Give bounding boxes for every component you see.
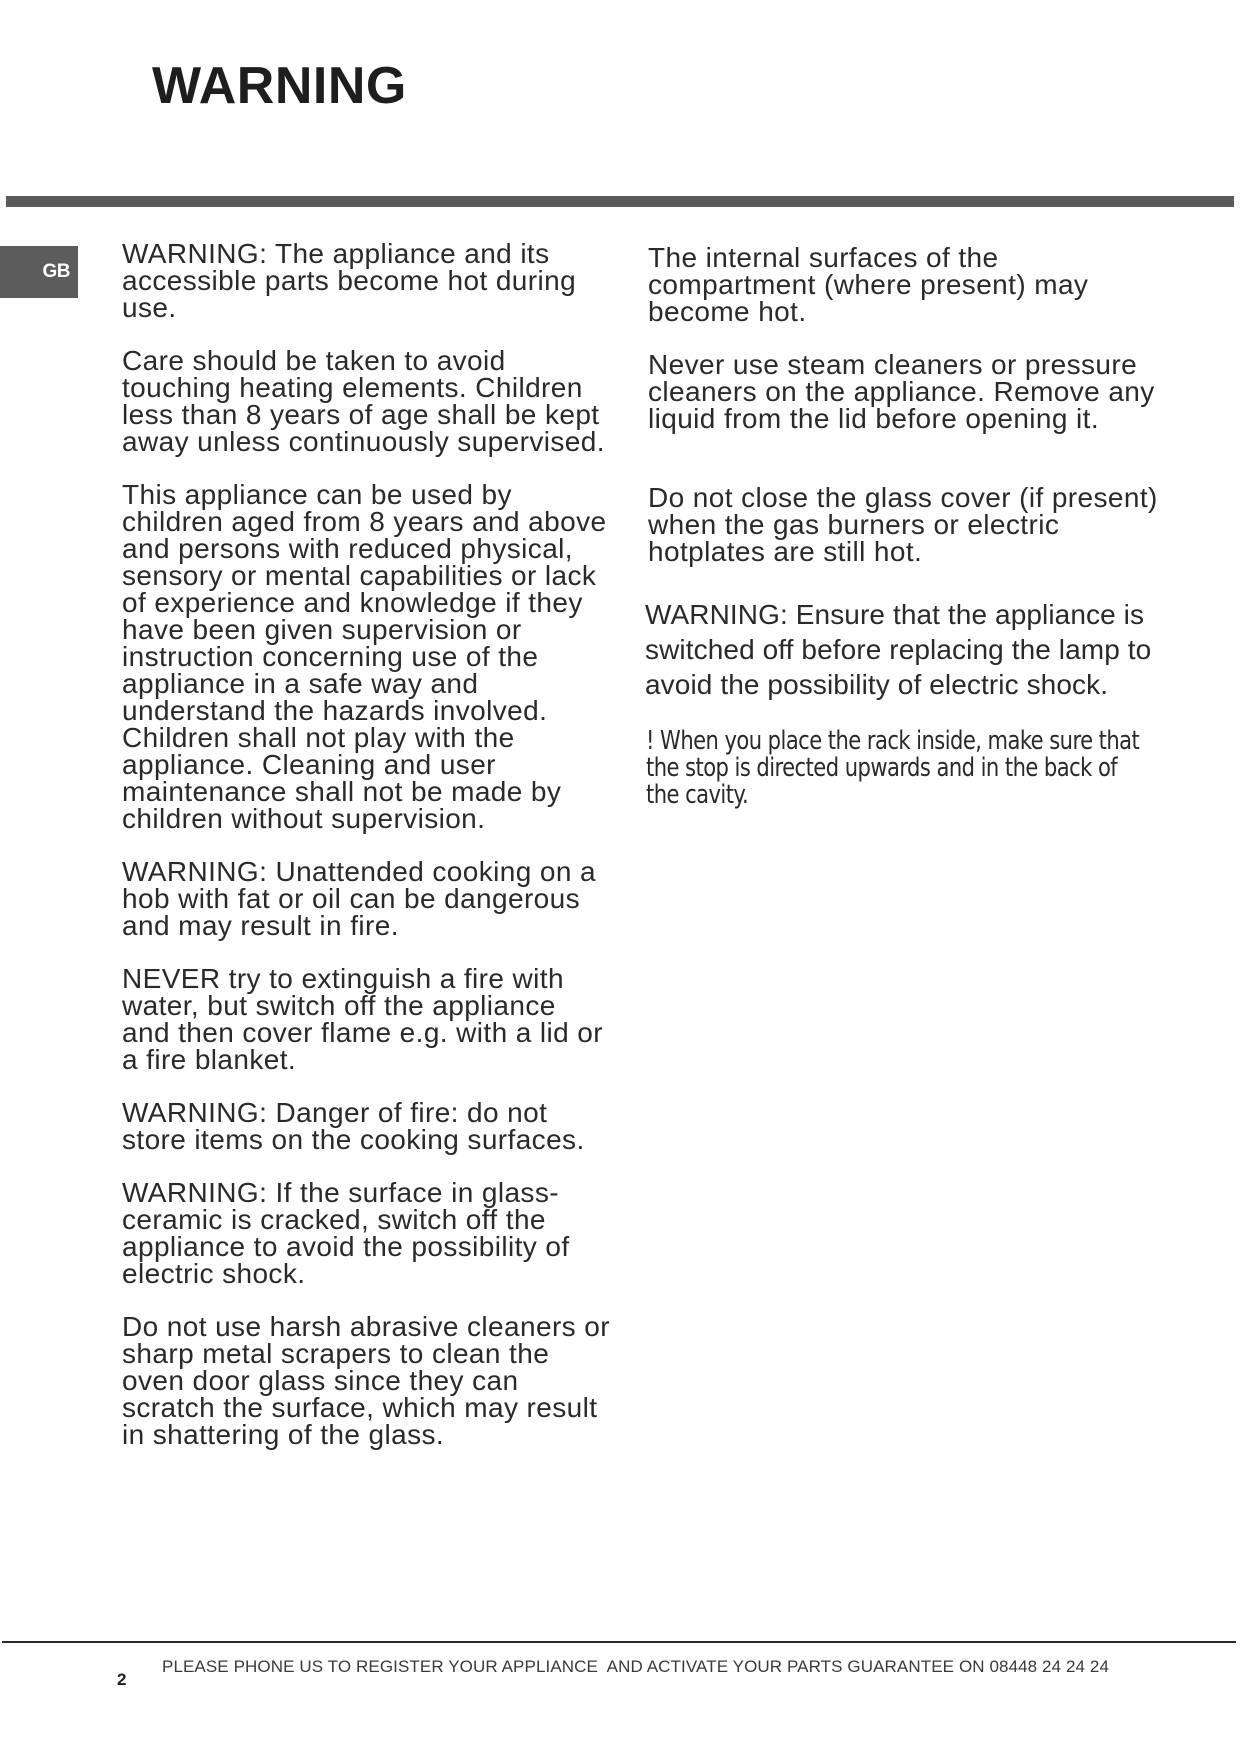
- warning-abrasive-cleaners: Do not use harsh abrasive cleaners or sharp metal scrapers to clean the oven door glass since they can scratch the surface, which may result in shattering of the glass.: [122, 1311, 610, 1450]
- language-tab-label: GB: [42, 261, 70, 282]
- warning-extinguish-fire: NEVER try to extinguish a fire with water, but switch off the appliance and then cover flame e.g. with a lid or a fire blanket.: [122, 963, 603, 1075]
- language-tab: [0, 246, 78, 298]
- warning-replace-lamp: WARNING: Ensure that the appliance is switched off before replacing the lamp to avoid the possibility of electric shock.: [645, 599, 1152, 700]
- note-rack-placement: ! When you place the rack inside, make sure that the stop is directed upwards and in the back of the cavity.: [646, 726, 1140, 810]
- right-column: [645, 242, 1168, 835]
- header-divider: [6, 196, 1234, 207]
- footer-divider: [2, 1641, 1236, 1643]
- left-column: [122, 240, 610, 1474]
- warning-internal-surfaces: The internal surfaces of the compartment (where present) may become hot.: [648, 242, 1089, 327]
- warning-cracked-glass-ceramic: WARNING: If the surface in glass-ceramic is cracked, switch off the appliance to avoid the possibility of electric shock.: [122, 1177, 570, 1289]
- warning-children-use: This appliance can be used by children aged from 8 years and above and persons with reduced physical, sensory or mental capabilities or lack of experience and knowledge if they have been given supervision or instruction concerning use of the appliance in a safe way and understand the hazards involved. Children shall not play with the appliance. Cleaning and user maintenance shall not be made by children without supervision.: [122, 479, 607, 834]
- warning-steam-cleaners: Never use steam cleaners or pressure cleaners on the appliance. Remove any liquid from the lid before opening it.: [648, 349, 1155, 434]
- warning-unattended-cooking: WARNING: Unattended cooking on a hob with fat or oil can be dangerous and may result in fire.: [122, 856, 596, 941]
- warning-heating-elements: Care should be taken to avoid touching heating elements. Children less than 8 years of age shall be kept away unless continuously supervised.: [122, 345, 605, 457]
- page-title: WARNING: [152, 57, 407, 115]
- footer-note: PLEASE PHONE US TO REGISTER YOUR APPLIANCE AND ACTIVATE YOUR PARTS GUARANTEE ON 08448 24 24 24: [162, 1657, 1110, 1676]
- page-number: 2: [117, 1670, 127, 1689]
- warning-danger-of-fire: WARNING: Danger of fire: do not store items on the cooking surfaces.: [122, 1097, 585, 1155]
- warning-hot-parts: WARNING: The appliance and its accessible parts become hot during use.: [122, 238, 577, 323]
- warning-glass-cover: Do not close the glass cover (if present) when the gas burners or electric hotplates are still hot.: [648, 482, 1158, 567]
